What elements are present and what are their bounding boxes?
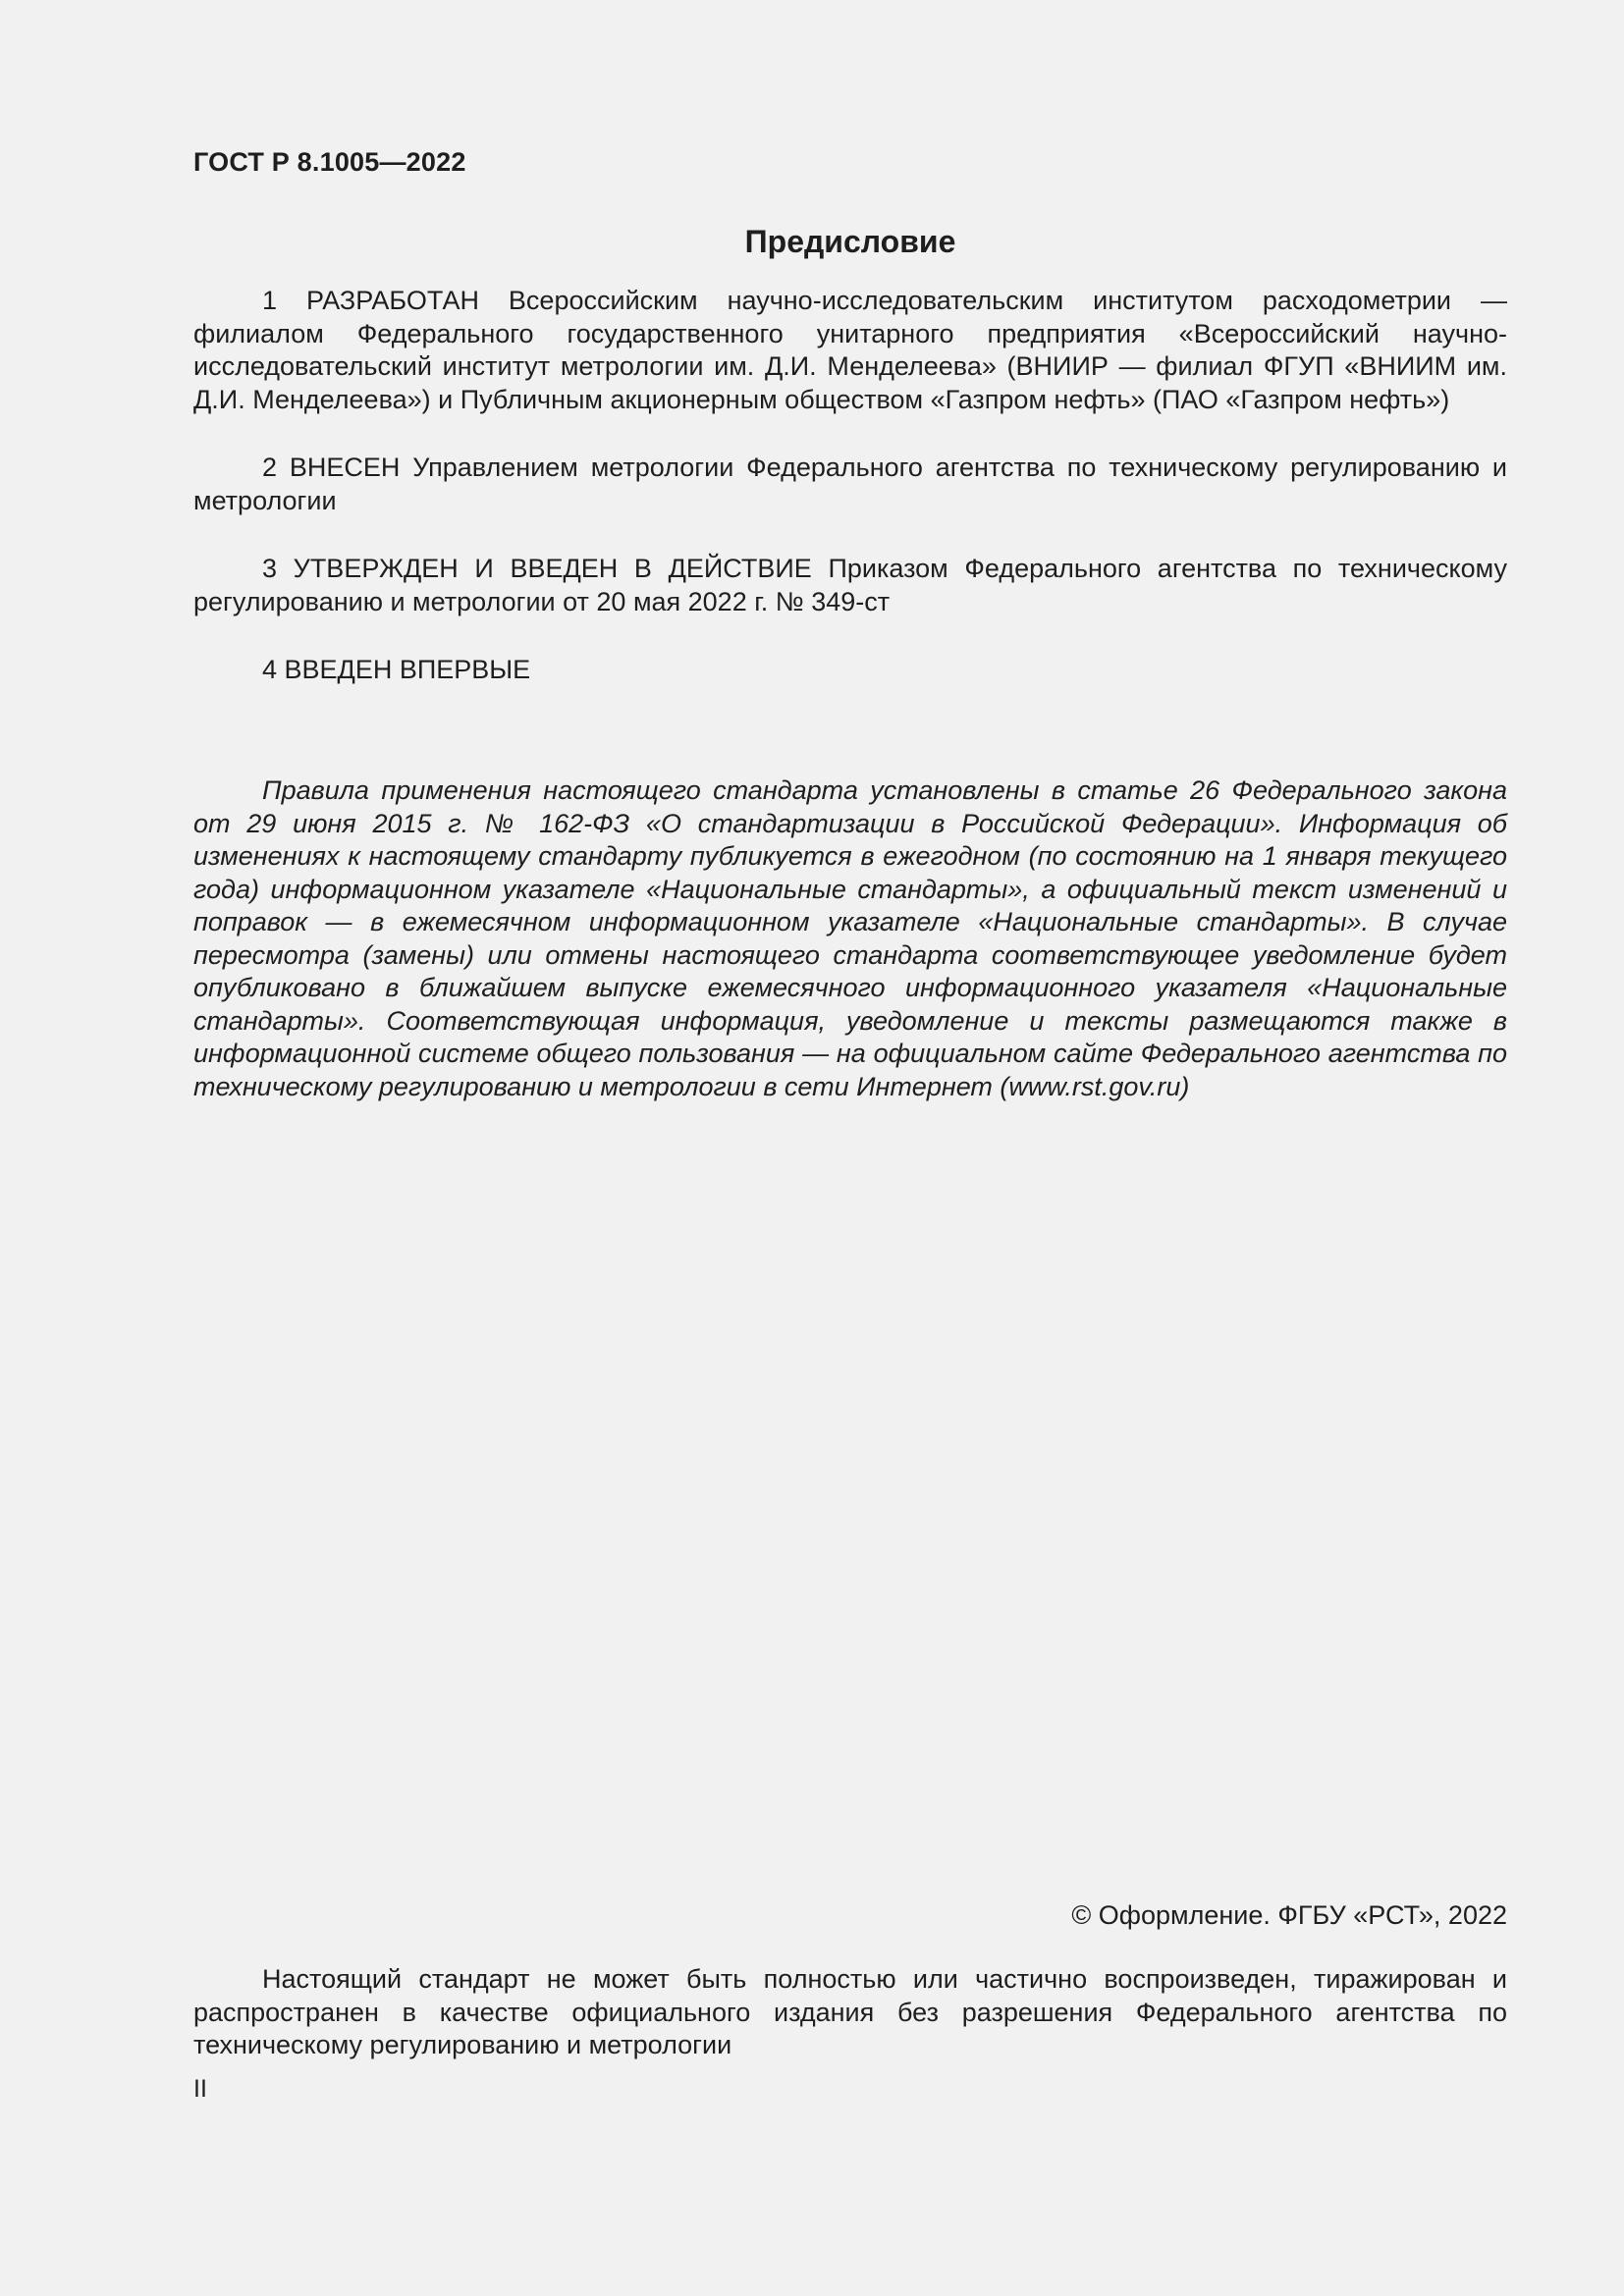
preface-item-3: 3 УТВЕРЖДЕН И ВВЕДЕН В ДЕЙСТВИЕ Приказом Федерального агентства по техническому регулированию и метрологии от 20 мая 2022 г. № 349-ст — [193, 554, 1507, 616]
rights-notice: Настоящий стандарт не может быть полностью или частично воспроизведен, тиражирован и распространен в качестве официального издания без разрешения Федерального агентства по техническому регулированию и метрологии — [193, 1964, 1507, 2059]
document-page — [193, 0, 1507, 2296]
rules-note: Правила применения настоящего стандарта установлены в статье 26 Федерального закона от 29 июня 2015 г. № 162-ФЗ «О стандартизации в Российской Федерации». Информация об изменениях к настоящему стандарту публикуется в ежегодном (по состоянию на 1 января текущего года) информационном указателе «Национальные стандарты», а официальный текст изменений и поправок — в ежемесячном информационном указателе «Национальные стандарты». В случае пересмотра (замены) или отмены настоящего стандарта соответствующее уведомление будет опубликовано в ближайшем выпуске ежемесячного информационного указателя «Национальные стандарты». Соответствующая информация, уведомление и тексты размещаются также в информационной системе общего пользования — на официальном сайте Федерального агентства по техническому регулированию и метрологии в сети Интернет (www.rst.gov.ru) — [193, 775, 1507, 1101]
rules-note-block — [193, 774, 1507, 1103]
document-id: ГОСТ Р 8.1005—2022 — [193, 147, 466, 177]
copyright-notice: © Оформление. ФГБУ «РСТ», 2022 — [1071, 1900, 1507, 1930]
rights-notice-block — [193, 1963, 1507, 2062]
page-number: II — [193, 2075, 207, 2103]
preface-item-2: 2 ВНЕСЕН Управлением метрологии Федерального агентства по техническому регулированию и метрологии — [193, 453, 1507, 515]
preface-items — [193, 285, 1507, 722]
preface-title: Предисловие — [744, 224, 956, 259]
preface-item-4: 4 ВВЕДЕН ВПЕРВЫЕ — [262, 655, 531, 684]
preface-item-1: 1 РАЗРАБОТАН Всероссийским научно-исследовательским институтом расходометрии — филиалом Федерального государственного унитарного предприятия «Всероссийский научно-исследовательский институт метрологии им. Д.И. Менделеева» (ВНИИР — филиал ФГУП «ВНИИМ им. Д.И. Менделеева») и Публичным акционерным обществом «Газпром нефть» (ПАО «Газпром нефть») — [193, 286, 1507, 414]
